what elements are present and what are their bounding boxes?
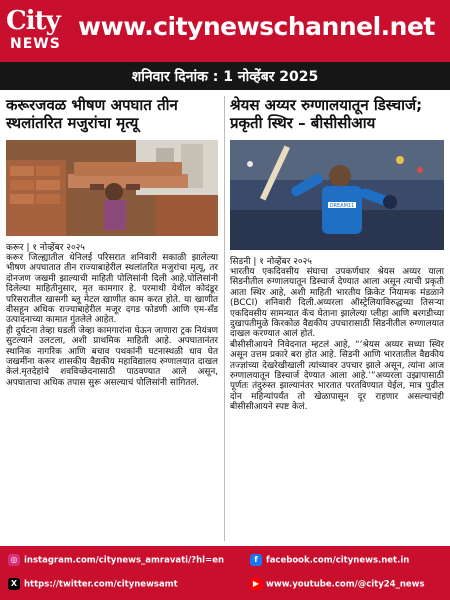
- youtube-icon: ▶: [250, 578, 262, 590]
- instagram-link[interactable]: [8, 554, 224, 566]
- instagram-url: instagram.com/citynews_amravati/?hl=en: [24, 555, 225, 566]
- masthead: [0, 0, 450, 62]
- facebook-icon: f: [250, 554, 262, 566]
- instagram-icon: ◎: [8, 554, 20, 566]
- laborer-photo-illustration: [6, 140, 218, 236]
- article-byline: सिडनी | १ नोव्हेंबर २०२५: [230, 257, 312, 267]
- column-divider: [224, 96, 225, 541]
- article-body: करूर जिल्ह्यातील थेनिलई परिसरात शनिवारी सकाळी झालेल्या भीषण अपघातात तीन राज्याबाहेरील स्थलांतरित मजुरांचा मृत्यू, तर दोनजण जखमी झाल्याची माहिती पोलिसांनी दिली आहे.पोलिसांनी दिलेल्या माहितीनुसार, मृत कामगार हे. परमाथी येथील कोदंडूर परिसरातील खासगी ब्लू मेटल खाणीत काम करत होते. या खाणीत वीसहून अधिक राज्याबाहेरील मजूर दगड फोडणी आणि एम-सँड उत्पादनाच्या कामात गुंतलेले आहेत. ही दुर्घटना तेव्हा घडली जेव्हा कामगारांना घेऊन जाणारा ट्रक नियंत्रण सुटल्याने उलटला, अशी प्राथमिक माहिती आहे. अपघातानंतर स्थानिक नागरिक आणि बचाव पथकांनी घटनास्थळी धाव घेत जखमींना करूर शासकीय वैद्यकीय महाविद्यालय रुग्णालयात दाखल केलं.मृतदेहांचे शवविच्छेदनासाठी पाठवण्यात आले असून, अपघाताचा अधिक तपास सुरू असल्याचं पोलिसांनी सांगितलं.: [6, 253, 218, 388]
- article-photo-cricketer: [230, 140, 444, 250]
- article-body: भारतीय एकदिवसीय संघाचा उपकर्णधार श्रेयस अय्यर याला सिडनीतील रुग्णालयातून डिस्चार्ज देण्यात आला असून त्याची प्रकृती आता स्थिर आहे, अशी माहिती भारतीय क्रिकेट नियामक मंडळाने (BCCI) शनिवारी दिली.अय्यरला ऑस्ट्रेलियाविरुद्धच्या तिसऱ्या एकदिवसीय सामन्यात कॅच घेताना झालेल्या प्लीहा आणि बरगडीच्या दुखापतीमुळे किरकोळ वैद्यकीय उपचारासाठी सिडनीतील रुग्णालयात दाखल करण्यात आलं होतं. बीसीसीआयने निवेदनात म्हटलं आहे, “‘श्रेयस अय्यर सध्या स्थिर असून उत्तम प्रकारे बरा होत आहे. सिडनी आणि भारतातील वैद्यकीय तज्ज्ञांच्या देखरेखीखाली त्यांच्यावर उपचार झाले असून, त्यांना आज रुग्णालयातून डिस्चार्ज देण्यात आला आहे.’”अय्यरला उझ्रापासाठी पूर्णतः तंदुरुस्त झाल्यानंतर भारतात परतविण्यात येईल, मात्र पुढील दोन महिन्यांपर्यंत तो खेळापासून दूर राहणार असल्याचंही बीसीसीआयने स्पष्ट केलं.: [230, 267, 444, 413]
- date-bar: [0, 62, 450, 90]
- site-url[interactable]: www.citynewschannel.net: [78, 12, 435, 41]
- article-karur-accident: [6, 96, 218, 388]
- cricketer-photo-illustration: [230, 140, 444, 250]
- article-headline: करूरजवळ भीषण अपघात तीन स्थलांतरित मजुरांचा मृत्यू: [6, 96, 178, 132]
- jersey-sponsor-text: DREAM11: [329, 203, 355, 209]
- youtube-link[interactable]: [250, 578, 425, 590]
- issue-date: शनिवार दिनांक : 1 नोव्हेंबर 2025: [131, 69, 319, 85]
- city-news-logo: [4, 6, 74, 56]
- facebook-link[interactable]: [250, 554, 409, 566]
- x-twitter-icon: X: [8, 578, 20, 590]
- facebook-url: facebook.com/citynews.net.in: [266, 555, 410, 566]
- youtube-url: www.youtube.com/@city24_news: [266, 579, 425, 590]
- twitter-link[interactable]: [8, 578, 178, 590]
- logo-news-text: NEWS: [10, 36, 61, 52]
- article-byline: करूर | १ नोव्हेंबर २०२५: [6, 243, 85, 253]
- logo-city-text: City: [6, 6, 60, 36]
- article-shreyas-iyer: [230, 96, 444, 413]
- article-headline: श्रेयस अय्यर रुग्णालयातून डिस्चार्ज; प्रकृती स्थिर – बीसीसीआय: [230, 96, 423, 132]
- twitter-url: https://twitter.com/citynewsamt: [24, 579, 178, 590]
- article-photo-laborer: [6, 140, 218, 236]
- social-footer: [0, 546, 450, 600]
